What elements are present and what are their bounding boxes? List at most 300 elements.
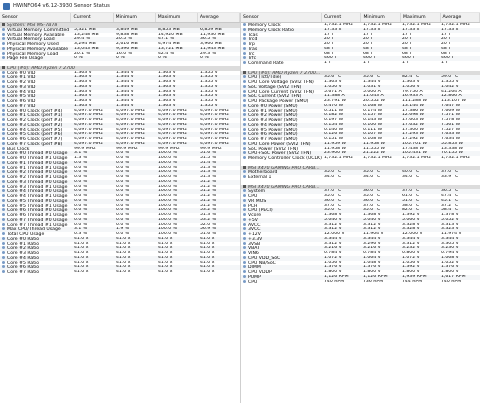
current-value: 4,097.0 MHz (74, 118, 103, 122)
sensor-label: Core #3 Thread #1 Usage (7, 184, 68, 190)
sensor-label: Core #4 Ratio (7, 255, 40, 261)
sensor-icon (2, 232, 5, 235)
maximum-value: 1.392 V (402, 213, 420, 217)
current-value: 0.0 % (74, 179, 88, 184)
sensor-icon (2, 42, 5, 45)
current-value: 20 T (324, 42, 335, 46)
sensor-label: Core #2 Thread #1 Usage (7, 175, 68, 180)
current-value: 1.800 V (324, 270, 342, 274)
minimum-value: 4,097.0 MHz (116, 122, 145, 127)
column-header-sensor[interactable]: Sensor (241, 13, 322, 22)
minimum-value: 0.784 V (363, 251, 381, 255)
average-value: 5.052 V (441, 217, 459, 222)
sensor-label: Virtual Memory Committed (7, 27, 70, 33)
minimum-value: 34.0 °C (363, 175, 381, 179)
group-label: MSI X470 GAMING PRO CARB... (248, 165, 320, 171)
minimum-value: 20 T (363, 37, 374, 42)
maximum-value: 17.300 W (402, 127, 425, 132)
maximum-value: 1.072 V (402, 255, 420, 260)
maximum-value: 47.1 % (158, 37, 175, 42)
average-value: 51.4 % (200, 160, 217, 165)
average-value: 41.0 x (200, 265, 215, 270)
sensor-icon (2, 147, 5, 150)
sensor-label: +12V (248, 232, 261, 237)
sensor-label: System (248, 189, 266, 194)
sensor-icon (2, 109, 5, 112)
sensor-label: Core #1 Power (SMU) (248, 108, 298, 114)
group-label: MSI X470 GAMING PRO CARB... (248, 184, 320, 190)
minimum-value: 37.0 °C (363, 203, 381, 208)
average-value: 11.974 V (441, 232, 462, 236)
current-value: 0.0 % (74, 189, 88, 194)
sensor-row[interactable] (0, 56, 240, 61)
sensor-label: Core #2 VID (7, 80, 36, 85)
minimum-value: 2,616 MB (116, 42, 138, 46)
minimum-value: 20.5 % (116, 37, 133, 42)
average-value: 41.0 x (200, 255, 215, 260)
minimum-value: 0.0 % (116, 198, 130, 203)
column-header-minimum[interactable]: Minimum (114, 13, 156, 22)
minimum-value: 1.344 V (116, 84, 134, 89)
average-value: 48 T (441, 46, 452, 51)
maximum-value: 4,097.0 MHz (158, 141, 187, 146)
average-value: 51.3 % (200, 213, 217, 217)
maximum-value: 1,732.1 MHz (402, 156, 431, 160)
maximum-value: 17.438 W (402, 146, 425, 151)
minimum-value: 3.312 V (363, 227, 381, 232)
current-value: 20 T (324, 37, 335, 42)
maximum-value: 460 T (402, 56, 416, 61)
minimum-value: 21.222 W (363, 151, 386, 156)
minimum-value: 5.000 A (363, 89, 381, 94)
sensor-icon (243, 232, 246, 235)
maximum-value: 1.800 V (402, 270, 420, 274)
current-value: 1.376 V (324, 265, 342, 270)
maximum-value: 1.363 V (158, 70, 176, 75)
current-value: 1.363 V (74, 89, 92, 94)
sensor-label: Core #3 VID (7, 84, 36, 90)
sensor-icon (2, 132, 5, 135)
maximum-value: 17.632 W (402, 122, 425, 127)
minimum-value: 5.040 V (363, 217, 381, 222)
average-value: 37.0 °C (441, 170, 459, 175)
average-value: 36.5 °C (441, 189, 459, 194)
average-value: 7.647 W (441, 103, 461, 108)
current-value: 0.182 W (324, 113, 344, 118)
sensor-icon (243, 189, 246, 192)
current-value: 1.363 V (74, 94, 92, 99)
sensor-row[interactable] (0, 270, 240, 275)
minimum-value: 0.0 % (116, 179, 130, 184)
sensor-icon (243, 156, 246, 159)
sensor-icon (2, 218, 5, 221)
maximum-value: 0 % (158, 56, 167, 61)
sensor-label: Physical Memory Load (7, 51, 59, 57)
average-value: 4,097.0 MHz (200, 118, 229, 122)
column-header-average[interactable]: Average (198, 13, 240, 22)
maximum-value: 42.4 % (158, 51, 175, 56)
maximum-value: 48 T (402, 46, 413, 51)
sensor-table-right[interactable] (241, 13, 480, 403)
sensor-label: CPU (Tctl/Tdie) (248, 75, 282, 80)
sensor-icon (2, 189, 5, 192)
current-value: 0.470 W (324, 103, 344, 108)
sensor-icon (2, 256, 5, 259)
minimum-value: 17.33 x (363, 27, 381, 32)
sensor-label: Core #5 Ratio (7, 260, 40, 266)
current-value: 17.33 x (324, 27, 342, 32)
sensor-label: 3VSB (248, 241, 261, 247)
average-value: 51.2 % (200, 198, 217, 203)
sensor-icon (2, 199, 5, 202)
sensor-label: AVCC (248, 222, 261, 228)
column-header-minimum[interactable]: Minimum (361, 13, 401, 22)
maximum-value: 40.0 °C (402, 170, 420, 175)
column-header-current[interactable]: Current (322, 13, 362, 22)
average-value: 1.355 V (200, 84, 218, 89)
sensor-table-left[interactable] (0, 13, 241, 403)
sensor-row[interactable] (241, 175, 480, 180)
sensor-icon (243, 61, 246, 64)
average-value: 1.355 V (200, 99, 218, 103)
sensor-icon (243, 75, 246, 78)
sensor-icon (243, 104, 246, 107)
sensor-label: Core #1 Clock (perf #1) (7, 113, 63, 118)
sensor-label: Core #0 Power (SMU) (248, 103, 298, 109)
sensor-icon (243, 242, 246, 245)
minimum-value: 0.107 W (363, 132, 383, 137)
maximum-value: 1.363 V (158, 75, 176, 80)
sensor-icon (2, 99, 5, 102)
sensor-name (241, 280, 322, 285)
sensor-icon (2, 261, 5, 264)
sensor-icon (243, 208, 246, 211)
sensor-label: Total CPU Usage (7, 232, 45, 237)
chip-icon (2, 66, 5, 69)
maximum-value: 105.431 W (402, 151, 427, 156)
average-value: 1.355 V (200, 75, 218, 80)
sensor-icon (243, 85, 246, 88)
current-value: 11.388 A (324, 94, 345, 99)
minimum-value: 4,097.0 MHz (116, 113, 145, 118)
minimum-value: 9,396 MB (116, 46, 138, 51)
sensor-icon (243, 28, 246, 31)
sensor-label: CPU NB/SoC (248, 260, 276, 266)
sensor-label: Tcas (248, 32, 258, 38)
maximum-value: 38.0 °C (402, 203, 420, 208)
sensor-label: Core #4 Thread #1 Usage (7, 194, 68, 199)
sensor-icon (2, 33, 5, 36)
average-value: 1.042 V (441, 84, 459, 89)
column-header-current[interactable]: Current (71, 13, 113, 22)
minimum-value: 48 T (363, 46, 374, 51)
sensor-name (0, 56, 72, 61)
minimum-value: 35.0 °C (363, 208, 381, 213)
sensor-icon (2, 80, 5, 83)
maximum-value: 1,732.1 MHz (402, 23, 431, 27)
sensor-icon (243, 204, 246, 207)
minimum-value: 0.0 % (116, 151, 130, 156)
minimum-value: 1.031 V (363, 84, 381, 89)
sensor-label: Core #5 Thread #1 Usage (7, 203, 68, 209)
maximum-value: 17.292 W (402, 137, 425, 141)
sensor-icon (243, 246, 246, 249)
maximum-value: 100.0 % (158, 156, 177, 160)
sensor-icon (243, 265, 246, 268)
maximum-value: 100.0 % (158, 184, 177, 189)
sensor-label: CPU (248, 279, 258, 285)
sensor-label: Core #3 Clock (perf #2) (7, 122, 63, 128)
maximum-value: 100.0 % (158, 217, 177, 222)
sensor-icon (243, 199, 246, 202)
sensor-icon (243, 123, 246, 126)
average-value: 59.0 °C (441, 75, 459, 80)
sensor-label: +5V (248, 217, 258, 223)
minimum-value: 1.344 V (116, 103, 134, 108)
current-value: 0.0 % (74, 175, 88, 179)
minimum-value: 0.0 % (116, 175, 130, 179)
hwinfo-app-icon (3, 3, 10, 10)
average-value: 1,617 RPM (441, 274, 466, 279)
maximum-value: 17.386 W (402, 108, 425, 113)
maximum-value: 1.392 V (402, 265, 420, 270)
sensor-label: Core #6 Thread #1 Usage (7, 213, 68, 218)
maximum-value: 14,920 MB (158, 32, 183, 37)
minimum-value: 1.344 V (116, 94, 134, 99)
current-value: 13,043 MB (74, 46, 99, 51)
current-value: 48 T (324, 46, 335, 51)
current-value: 1.363 V (74, 80, 92, 84)
maximum-value: 41.0 x (158, 251, 173, 255)
average-value: 4,097.0 MHz (200, 122, 229, 127)
current-value: 3,294 MB (74, 42, 96, 46)
minimum-value: 41.0 x (116, 236, 131, 241)
maximum-value: 13,721 MB (158, 46, 183, 51)
column-header-average[interactable]: Average (441, 13, 480, 22)
current-value: 35.0 °C (324, 170, 342, 175)
maximum-value: 100.0 % (158, 189, 177, 194)
sensor-icon (243, 142, 246, 145)
minimum-value: 3.312 V (363, 222, 381, 227)
maximum-value: 4,097.0 MHz (158, 127, 187, 132)
window-titlebar (0, 0, 480, 13)
current-value: 68 T (324, 51, 335, 56)
minimum-value: 9,838 MB (116, 32, 138, 37)
current-value: 0.154 W (324, 122, 344, 127)
sensor-icon (2, 113, 5, 116)
minimum-value: 0.0 % (116, 217, 130, 222)
average-value: 7.633 W (441, 132, 461, 137)
average-value: 51.2 % (200, 203, 217, 208)
minimum-value: 0 % (116, 56, 125, 61)
sensor-name (241, 61, 322, 66)
maximum-value: 17 T (402, 32, 413, 37)
average-value: 0 % (200, 56, 209, 61)
minimum-value: 0.0 % (116, 208, 130, 213)
average-value: 4,097.0 MHz (200, 137, 229, 141)
minimum-value: 3,849 MB (116, 27, 138, 32)
sensor-icon (243, 128, 246, 131)
minimum-value: 3.216 V (363, 246, 381, 251)
sensor-name (241, 156, 322, 161)
average-value: 29.3 % (200, 51, 217, 56)
average-value: 4,097.0 MHz (200, 132, 229, 137)
maximum-value: 1.363 V (158, 99, 176, 103)
current-value: 0.0 % (74, 208, 88, 213)
current-value: 23.900 W (324, 151, 347, 156)
minimum-value: 0.0 % (116, 160, 130, 165)
maximum-value: 3.328 V (402, 222, 420, 227)
average-value: 20 T (441, 37, 452, 42)
sensor-icon (243, 56, 246, 59)
current-value: 13,248 MB (74, 32, 99, 37)
minimum-value: 0.100 W (363, 122, 383, 127)
average-value: 1.355 V (441, 80, 459, 84)
window-title: HWiNFO64 v6.12-3930 Sensor Status (13, 3, 110, 9)
average-value: 51.5 % (200, 156, 217, 160)
sensor-label: Core #7 Thread #0 Usage (7, 217, 68, 223)
sensor-label: Core #7 Thread #1 Usage (7, 222, 68, 228)
average-value: 1,732.1 MHz (441, 23, 470, 27)
sensor-label: Command Rate (248, 61, 284, 66)
average-value: 1 T (441, 61, 449, 65)
sensor-row[interactable] (241, 280, 480, 285)
average-value: 52.0 % (200, 222, 217, 227)
average-value: 51.6 % (200, 232, 217, 236)
current-value: 740 RPM (324, 279, 345, 284)
column-header-sensor[interactable]: Sensor (0, 13, 71, 22)
maximum-value: 4,097.0 MHz (158, 108, 187, 113)
average-value: 51.2 % (200, 184, 217, 189)
maximum-value: 100.0 % (158, 213, 177, 217)
sensor-label: SoC Current (SVI2 TFN) (248, 94, 302, 99)
sensor-row[interactable] (241, 61, 480, 66)
maximum-value: 100.0 % (158, 165, 177, 170)
current-value: 17 T (324, 32, 335, 37)
average-value: 33.9 °C (441, 175, 459, 179)
sensor-label: CPU (248, 194, 258, 199)
current-value: 0.140 W (324, 127, 344, 132)
maximum-value: 4,974 MB (158, 42, 180, 46)
sensor-icon (2, 151, 5, 154)
current-value: 3.216 V (324, 246, 342, 251)
chip-icon (2, 23, 5, 26)
sensor-label: Core #4 Clock (perf #5) (7, 127, 63, 133)
current-value: 41.0 x (74, 260, 89, 265)
minimum-value: 0.0 % (116, 213, 130, 217)
sensor-label: Page File Usage (7, 56, 44, 61)
current-value: 0.126 W (324, 132, 344, 137)
current-value: 0.197 W (324, 118, 344, 122)
current-value: 0.0 % (74, 170, 88, 175)
sensor-icon (2, 52, 5, 55)
sensor-icon (2, 242, 5, 245)
minimum-value: 20 T (363, 42, 374, 46)
group-label: CPU [#0]: AMD Ryzen 7 2700 (7, 65, 75, 71)
sensor-label: Core #7 Ratio (7, 270, 40, 275)
sensor-label: Core #2 Clock (perf #3) (7, 118, 63, 123)
sensor-label: Core #3 Thread #0 Usage (7, 179, 68, 185)
average-value: 11,943 MB (200, 46, 225, 51)
average-value: 41.0 x (200, 236, 215, 241)
current-value: 3.1 % (74, 227, 88, 232)
sensor-label: SoC Power (SVI2 TFN) (248, 146, 299, 152)
maximum-value: 51.0 °C (402, 198, 420, 203)
sensor-icon (2, 194, 5, 197)
column-header-maximum[interactable]: Maximum (156, 13, 198, 22)
sensor-label: Core #5 Thread #0 Usage (7, 198, 68, 204)
current-value: 36.0 °C (324, 198, 342, 203)
sensor-icon (2, 204, 5, 207)
sensor-icon (2, 185, 5, 188)
maximum-value: 79.750 A (402, 89, 423, 94)
average-value: 51.2 % (200, 189, 217, 194)
minimum-value: 36.0 °C (363, 198, 381, 203)
average-value: 41.264 A (441, 89, 462, 94)
average-value: 740 RPM (441, 279, 462, 284)
group-label: System: MSI MS-7B78 (7, 23, 58, 28)
minimum-value: 68 T (363, 51, 374, 56)
sensor-label: Core #7 Power (SMU) (248, 137, 298, 142)
minimum-value: 1,126 RPM (363, 274, 388, 279)
minimum-value: 0.0 % (116, 170, 130, 175)
maximum-value: 4,097.0 MHz (158, 122, 187, 127)
sensor-icon (2, 123, 5, 126)
average-value: 56.9 % (200, 227, 217, 232)
average-value: 0.794 V (441, 251, 459, 255)
sensor-icon (243, 109, 246, 112)
minimum-value: 0.0 % (116, 184, 130, 189)
maximum-value: 5.060 V (402, 217, 420, 222)
average-value: 45.1 °C (441, 198, 459, 203)
sensor-icon (243, 33, 246, 36)
maximum-value: 1.056 V (402, 84, 420, 89)
sensor-label: Core #5 VID (7, 94, 36, 99)
current-value: 1,732.1 MHz (324, 156, 353, 160)
sensor-label: VR MOS (248, 198, 267, 204)
sensor-label: Core #2 Power (SMU) (248, 113, 298, 118)
current-value: 1.363 V (324, 80, 342, 84)
sensor-label: Memory Controller Clock (UCLK) (248, 156, 322, 161)
sensor-label: Trcd (248, 37, 258, 42)
average-value: 1.355 V (200, 103, 218, 108)
average-value: 7.527 W (441, 127, 461, 132)
maximum-value: 0.800 V (402, 251, 420, 255)
sensor-label: CPU VDD_SoC (248, 255, 281, 261)
maximum-value: 20 T (402, 37, 413, 42)
minimum-value: 0.0 % (116, 232, 130, 236)
sensor-label: Core #0 Clock (perf #4) (7, 108, 63, 114)
maximum-value: 100.0 % (158, 208, 177, 213)
current-value: 1.056 V (324, 260, 342, 265)
maximum-value: 100.0 % (158, 227, 177, 232)
sensor-label: External 1 (248, 175, 272, 180)
sensor-label: Virtual Memory Available (7, 32, 65, 38)
sensor-label: Physical Memory Available (7, 46, 69, 52)
maximum-value: 4,097.0 MHz (158, 137, 187, 141)
current-value: 37.0 °C (324, 189, 342, 194)
sensor-icon (2, 75, 5, 78)
column-header-maximum[interactable]: Maximum (401, 13, 441, 22)
sensor-icon (243, 261, 246, 264)
maximum-value: 105.701 W (402, 141, 427, 146)
current-value: 4,097.0 MHz (74, 122, 103, 127)
sensor-label: PCH (248, 203, 258, 209)
minimum-value: 0.108 W (363, 137, 383, 141)
maximum-value: 100.0 % (158, 198, 177, 203)
minimum-value: 1.344 V (363, 80, 381, 84)
sensor-row[interactable] (241, 156, 480, 161)
